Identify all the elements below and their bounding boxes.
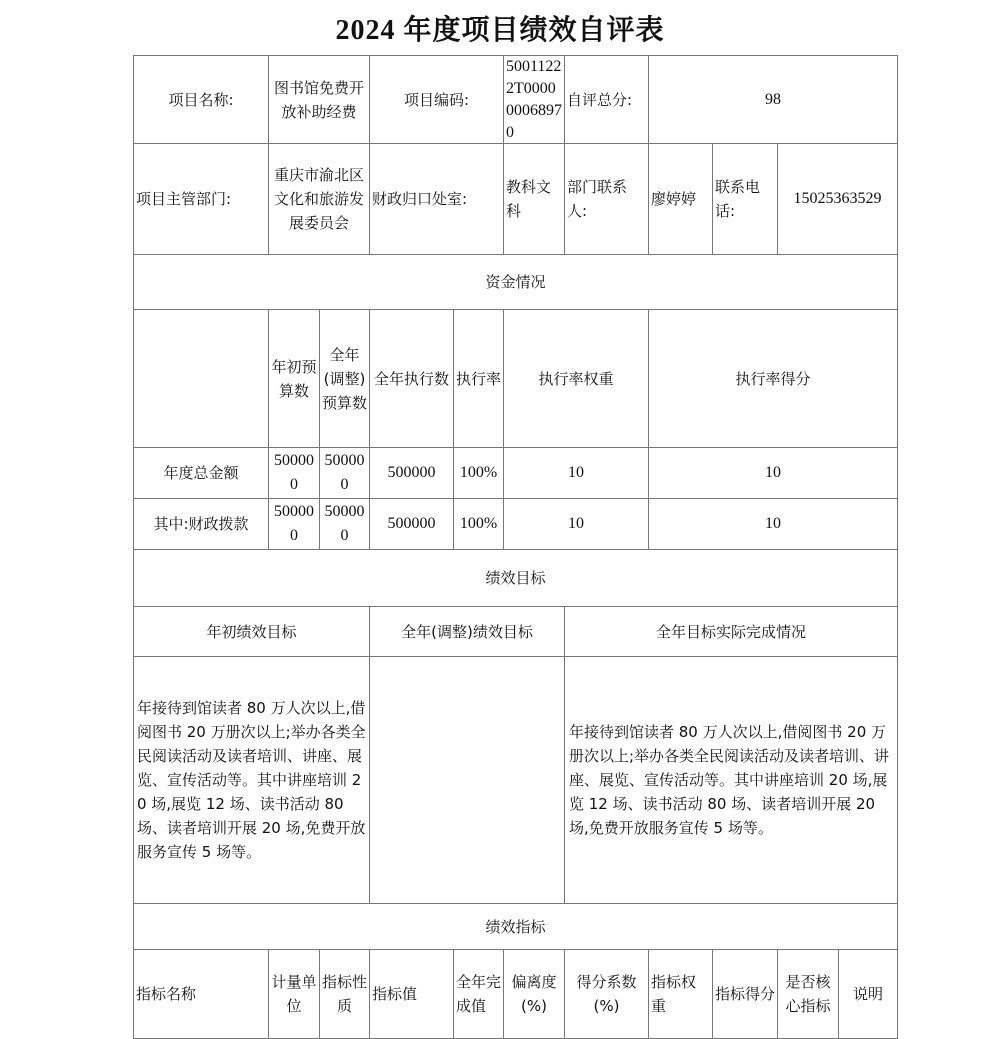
indicators-section-title: [133, 903, 898, 950]
indicator-header-cell: [133, 949, 269, 1039]
funds-header-cell: [453, 309, 504, 448]
project-code-value: [503, 55, 565, 144]
goals-header-cell: [133, 606, 370, 657]
header-text: 说明: [852, 985, 883, 1003]
funds-header-cell: [319, 309, 370, 448]
funds-cell: [648, 498, 898, 550]
header-text: 得分系数(%): [576, 973, 637, 1015]
cell-text: 其中:财政拨款: [153, 515, 249, 533]
section-title-text: 绩效目标: [485, 569, 546, 587]
goals-header-cell: [369, 606, 565, 657]
cell-text: 500000: [324, 503, 365, 544]
indicator-header-cell: [712, 949, 778, 1039]
label-text: 项目主管部门:: [136, 190, 232, 208]
finance-office-value: [503, 143, 565, 255]
cell-text: 100%: [459, 464, 498, 481]
header-text: 年初绩效目标: [206, 622, 297, 641]
funds-cell: [268, 447, 320, 499]
cell-text: 年度总金额: [163, 464, 239, 482]
cell-text: 500000: [274, 452, 314, 493]
indicator-header-cell: [564, 949, 649, 1039]
finance-office-label: [369, 143, 504, 255]
funds-header-cell: [133, 309, 269, 448]
funds-cell: [648, 447, 898, 499]
funds-cell: [369, 447, 454, 499]
dept-label: [133, 143, 269, 255]
phone-value: [777, 143, 898, 255]
header-text: 是否核心指标: [785, 973, 831, 1015]
label-text: 项目编码:: [403, 90, 470, 109]
funds-cell: [503, 447, 649, 499]
indicator-header-cell: [319, 949, 370, 1039]
funds-row-label: [133, 447, 269, 499]
goal-text: 年接待到馆读者 80 万人次以上,借阅图书 20 万册次以上;举办各类全民阅读活动及读者培训、讲座、展览、宣传活动等。其中讲座培训 20 场,展览 12 场、读书活动 80 场、读者培训开展 20 场,免费开放服务宣传 5 场等。: [569, 723, 890, 837]
goal-actual: [564, 656, 898, 904]
value-text: 98: [765, 90, 781, 108]
indicator-header-cell: [648, 949, 713, 1039]
cell-text: 10: [765, 464, 781, 481]
goals-section-title: [133, 549, 898, 607]
indicator-header-cell: [453, 949, 504, 1039]
indicator-header-cell: [838, 949, 898, 1039]
indicator-header-cell: [503, 949, 565, 1039]
header-text: 指标性质: [322, 973, 368, 1015]
goals-header-cell: [564, 606, 898, 657]
label-text: 自评总分:: [567, 90, 633, 109]
cell-text: 10: [765, 515, 781, 532]
value-text: 50011222T000000068970: [506, 57, 562, 141]
funds-cell: [503, 498, 649, 550]
value-text: 重庆市渝北区文化和旅游发展委员会: [273, 166, 364, 232]
header-text: 偏离度(%): [511, 973, 557, 1015]
header-text: 指标得分: [715, 985, 776, 1003]
header-text: 执行率权重: [538, 369, 614, 388]
project-code-label: [369, 55, 504, 144]
goal-initial: [133, 656, 370, 904]
contact-value: [648, 143, 713, 255]
header-text: 年初预算数: [271, 357, 317, 400]
cell-text: 500000: [387, 464, 436, 481]
funds-cell: [453, 498, 504, 550]
indicator-header-cell: [268, 949, 320, 1039]
header-text: 指标名称: [136, 985, 197, 1003]
phone-label: [712, 143, 778, 255]
header-text: 全年完成值: [456, 973, 502, 1015]
value-text: 图书馆免费开放补助经费: [273, 78, 364, 121]
funds-row-label: [133, 498, 269, 550]
self-score-value: [648, 55, 898, 144]
header-text: 指标值: [372, 985, 418, 1003]
funds-cell: [453, 447, 504, 499]
funds-cell: [319, 447, 370, 499]
label-text: 联系电话:: [715, 178, 761, 220]
dept-value: [268, 143, 370, 255]
funds-cell: [369, 498, 454, 550]
funds-section-title: [133, 254, 898, 310]
label-text: 财政归口处室:: [372, 190, 468, 208]
header-text: 计量单位: [271, 973, 317, 1015]
cell-text: 10: [568, 464, 584, 481]
cell-text: 500000: [324, 452, 365, 493]
contact-label: [564, 143, 649, 255]
cell-text: 500000: [387, 515, 436, 532]
funds-cell: [268, 498, 320, 550]
value-text: 教科文科: [506, 178, 552, 220]
value-text: 廖婷婷: [651, 190, 697, 208]
funds-header-cell: [503, 309, 649, 448]
header-text: 全年(调整)预算数: [322, 345, 368, 412]
cell-text: 10: [568, 515, 584, 532]
funds-header-cell: [268, 309, 320, 448]
indicator-header-cell: [369, 949, 454, 1039]
funds-header-cell: [648, 309, 898, 448]
project-name-label: [133, 55, 269, 144]
self-score-label: [564, 55, 649, 144]
funds-header-cell: [369, 309, 454, 448]
value-text: 15025363529: [793, 190, 882, 207]
project-name-value: [268, 55, 370, 144]
header-text: 指标权重: [651, 973, 697, 1015]
goal-text: 年接待到馆读者 80 万人次以上,借阅图书 20 万册次以上;举办各类全民阅读活动及读者培训、讲座、展览、宣传活动等。其中讲座培训 20 场,展览 12 场、读书活动 80 场、读者培训开展 20 场,免费开放服务宣传 5 场等。: [137, 699, 366, 861]
section-title-text: 资金情况: [485, 273, 546, 291]
cell-text: 500000: [274, 503, 314, 544]
section-title-text: 绩效指标: [485, 917, 546, 936]
header-text: 执行率得分: [735, 369, 811, 388]
label-text: 项目名称:: [168, 90, 234, 109]
header-text: 全年执行数: [373, 369, 449, 388]
goal-adjusted: [369, 656, 565, 904]
header-text: 全年目标实际完成情况: [655, 622, 806, 641]
header-text: 执行率: [456, 369, 502, 388]
page-title: 2024 年度项目绩效自评表: [335, 15, 665, 46]
funds-cell: [319, 498, 370, 550]
indicator-header-cell: [777, 949, 839, 1039]
label-text: 部门联系人:: [567, 178, 628, 220]
cell-text: 100%: [459, 515, 498, 532]
header-text: 全年(调整)绩效目标: [401, 622, 533, 641]
